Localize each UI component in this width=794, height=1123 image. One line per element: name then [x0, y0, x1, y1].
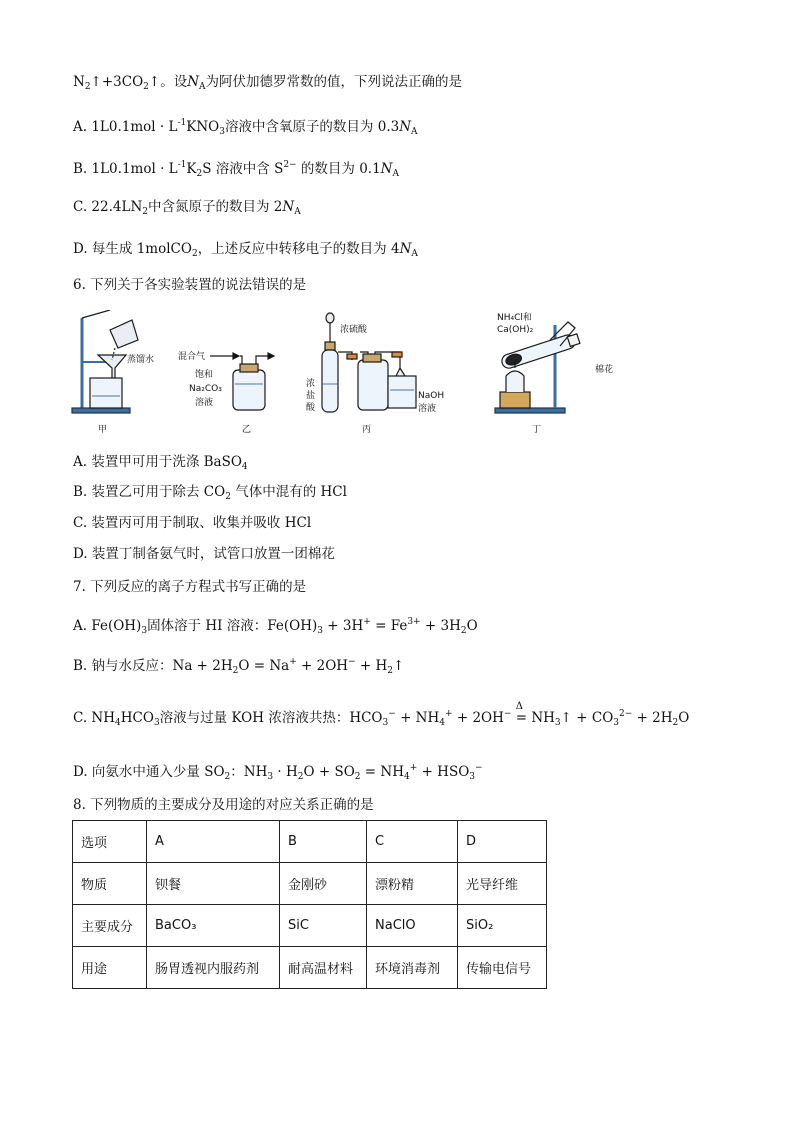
table-cell: 耐高温材料 [280, 947, 367, 989]
apparatus-ding [495, 322, 581, 413]
q6-option-c: C. 装置丙可用于制取、收集并吸收 HCl [73, 515, 312, 531]
svg-text:丁: 丁 [532, 425, 542, 435]
svg-text:溶液: 溶液 [418, 404, 437, 414]
table-cell: 用途 [73, 947, 147, 989]
svg-text:甲: 甲 [98, 425, 108, 435]
q7-option-c: C. $NH_4HCO_3$溶液与过量 KOH 浓溶液共热：$HCO_3^- + NH_4^+ + 2OH^-$ = Δ $NH_3↑ + CO_3^{2-} + 2H_2O$ [73, 701, 690, 728]
table-cell: C [367, 821, 458, 863]
table-row [73, 947, 547, 989]
table-cell: 金刚砂 [280, 863, 367, 905]
svg-text:丙: 丙 [362, 425, 372, 435]
apparatus-yi [210, 353, 274, 410]
q6-option-d: D. 装置丁制备氨气时，试管口放置一团棉花 [73, 546, 335, 562]
table-cell: D [458, 821, 547, 863]
svg-text:NaOH: NaOH [418, 391, 445, 401]
svg-text:浓: 浓 [306, 379, 316, 389]
q6-apparatus-figure [70, 310, 630, 440]
q7-stem: 7. 下列反应的离子方程式书写正确的是 [73, 579, 307, 595]
table-cell: 环境消毒剂 [367, 947, 458, 989]
apparatus-bing [322, 313, 416, 412]
table-row [73, 821, 547, 863]
svg-text:酸: 酸 [306, 403, 316, 413]
q7-option-d: D. 向氨水中通入少量 $SO_2$：$NH_3 \cdot H_2O + SO_2 = NH_4^+ + HSO_3^-$ [73, 763, 483, 782]
q7-option-a: A. $Fe(OH)_3$固体溶于 HI 溶液：$Fe(OH)_3 + 3H^+ = Fe^{3+} + 3H_2O$ [73, 617, 478, 636]
q6-option-b: B. 装置乙可用于除去 $CO_2$ 气体中混有的 HCl [73, 484, 347, 502]
table-cell: 漂粉精 [367, 863, 458, 905]
q5-option-c: C. $22.4LN_2$中含氮原子的数目为 $2N_A$ [73, 199, 301, 217]
table-cell: 传输电信号 [458, 947, 547, 989]
table-cell: SiO₂ [458, 905, 547, 947]
svg-text:饱和: 饱和 [195, 370, 214, 380]
q7-option-b: B. 钠与水反应：$Na + 2H_2O = Na^+ + 2OH^-$ + $H_2↑$ [73, 657, 405, 676]
q8-stem: 8. 下列物质的主要成分及用途的对应关系正确的是 [73, 797, 374, 813]
table-cell: NaClO [367, 905, 458, 947]
table-cell: 光导纤维 [458, 863, 547, 905]
svg-text:浓硫酸: 浓硫酸 [340, 325, 368, 335]
table-cell: B [280, 821, 367, 863]
svg-text:Ca(OH)₂: Ca(OH)₂ [497, 325, 534, 335]
svg-text:混合气: 混合气 [178, 352, 206, 362]
table-row [73, 905, 547, 947]
svg-text:Na₂CO₃: Na₂CO₃ [189, 384, 222, 394]
table-row [73, 863, 547, 905]
table-cell: 主要成分 [73, 905, 147, 947]
svg-text:棉花: 棉花 [595, 365, 614, 375]
q5-option-a: A. $1L0.1mol \cdot L^{-1}KNO_3$溶液中含氧原子的数目为 $0.3N_A$ [73, 118, 418, 137]
q5-option-d: D. 每生成 1molCO$_2$，上述反应中转移电子的数目为 $4N_A$ [73, 241, 418, 259]
table-cell: 肠胃透视内服药剂 [147, 947, 280, 989]
svg-text:溶液: 溶液 [195, 398, 214, 408]
table-cell: BaCO₃ [147, 905, 280, 947]
svg-text:盐: 盐 [306, 391, 316, 401]
q5-option-b: B. $1L0.1mol \cdot L^{-1}K_2S$ 溶液中含 $S^{2-}$ 的数目为 $0.1N_A$ [73, 160, 399, 179]
table-cell: 钡餐 [147, 863, 280, 905]
table-cell: A [147, 821, 280, 863]
q6-option-a: A. 装置甲可用于洗涤 BaSO$_4$ [73, 454, 248, 472]
table-cell: 选项 [73, 821, 147, 863]
svg-text:蒸馏水: 蒸馏水 [127, 355, 155, 365]
table-cell: 物质 [73, 863, 147, 905]
svg-text:乙: 乙 [242, 425, 252, 435]
q5-stem: $N_2↑+3CO_2↑$。设$N_A$为阿伏加德罗常数的值，下列说法正确的是 [73, 74, 463, 92]
q8-table [72, 820, 547, 989]
svg-text:NH₄Cl和: NH₄Cl和 [497, 313, 532, 323]
table-cell: SiC [280, 905, 367, 947]
q6-stem: 6. 下列关于各实验装置的说法错误的是 [73, 277, 307, 293]
